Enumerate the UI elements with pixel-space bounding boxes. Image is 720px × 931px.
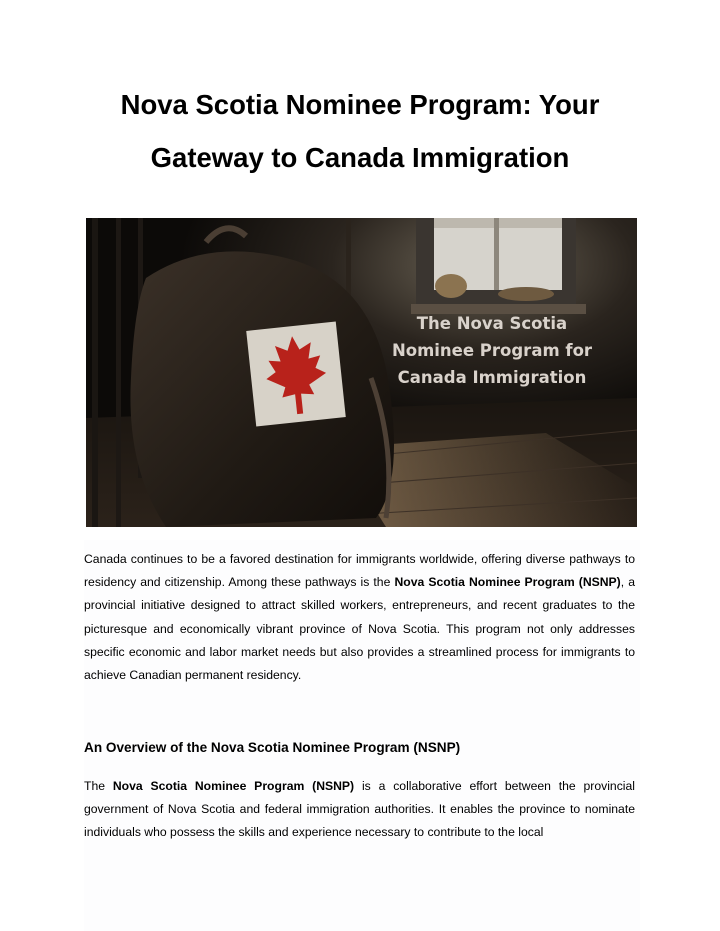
hero-caption: The Nova Scotia Nominee Program for Canada Immigration (391, 314, 593, 387)
overview-text-end: is a collaborative effort between the provincial government of Nova Scotia and federal immigration authorities. It enables the province to nominate individuals who possess the skills and experience necessary to contribute to the local (84, 779, 636, 840)
intro-text-start: Canada continues to be a favored destination for immigrants worldwide, offering diverse pathways to residency and citizenship. Among these pathways is the (84, 552, 635, 590)
overview-program-name: Nova Scotia Nominee Program (NSNP) (112, 779, 355, 793)
hero-image (86, 218, 637, 527)
intro-text-end: , a provincial initiative designed to attract skilled workers, entrepreneurs, and recent graduates to the picturesque and economically vibrant province of Nova Scotia. This program not only addresses specific economic and labor market needs but also provides a streamlined process for immigrants to achieve Canadian permanent residency. (84, 575, 635, 683)
overview-text-start: The (84, 779, 113, 793)
title-line-1: Nova Scotia Nominee Program: Your (120, 89, 600, 120)
overview-paragraph (84, 775, 635, 845)
intro-paragraph (84, 548, 635, 687)
title-line-2: Gateway to Canada Immigration (150, 142, 570, 173)
page-title (60, 78, 660, 184)
section-heading: An Overview of the Nova Scotia Nominee Program (NSNP) (84, 740, 461, 755)
intro-program-name: Nova Scotia Nominee Program (NSNP) (394, 575, 621, 590)
